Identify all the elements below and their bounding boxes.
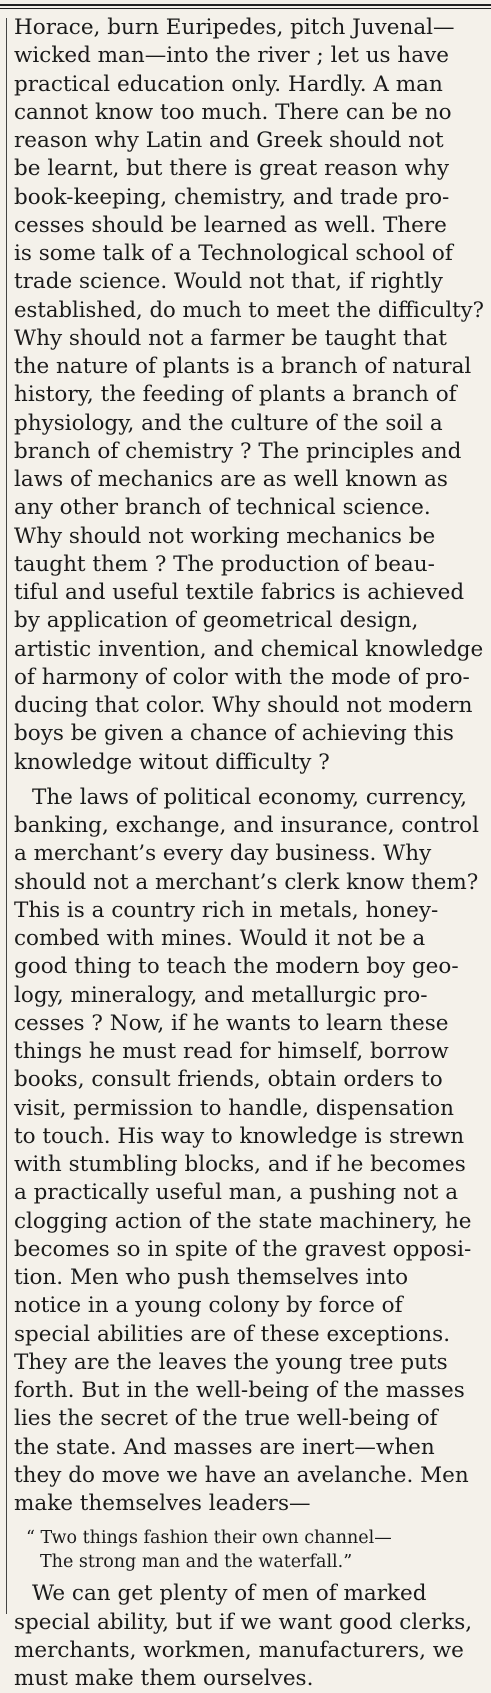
- article-column: [14, 14, 484, 1693]
- text-line: wicked man—into the river ; let us have: [14, 43, 449, 69]
- text-line: they do move we have an avelanche. Men: [14, 1462, 469, 1488]
- text-line: with stumbling blocks, and if he becomes: [14, 1152, 466, 1177]
- text-line: a practically useful man, a pushing not a: [14, 1180, 459, 1206]
- text-line: book-keeping, chemistry, and trade pro-: [14, 184, 450, 210]
- text-line: This is a country rich in metals, honey-: [14, 897, 439, 923]
- text-line: of harmony of color with the mode of pro-: [14, 664, 470, 690]
- text-line: things he must read for himself, borrow: [14, 1039, 449, 1064]
- block-quote: [14, 1526, 484, 1574]
- text-line: must make them ourselves.: [14, 1666, 314, 1691]
- column-rule: [6, 18, 7, 1614]
- text-line: ducing that color. Why should not modern: [14, 693, 473, 718]
- text-line: special abilities are of these exceptions.: [14, 1321, 451, 1347]
- quote-line: The strong man and the waterfall.”: [40, 1552, 353, 1573]
- top-rule-thin: [0, 8, 491, 9]
- text-line: merchants, workmen, manufacturers, we: [14, 1637, 464, 1663]
- text-line: We can get plenty of men of marked: [32, 1581, 427, 1607]
- text-line: combed with mines. Would it not be a: [14, 926, 426, 951]
- text-line: trade science. Would not that, if rightly: [14, 269, 443, 295]
- text-line: tion. Men who push themselves into: [14, 1265, 409, 1290]
- text-line: logy, mineralogy, and metallurgic pro-: [14, 982, 428, 1008]
- text-line: by application of geometrical design,: [14, 608, 419, 634]
- text-line: banking, exchange, and insurance, control: [14, 813, 479, 838]
- text-line: taught them ? The production of beau-: [14, 551, 435, 577]
- text-line: books, consult friends, obtain orders to: [14, 1067, 443, 1093]
- text-line: practical education only. Hardly. A man: [14, 71, 443, 97]
- paragraph-1: [14, 14, 484, 777]
- text-line: notice in a young colony by force of: [14, 1293, 403, 1319]
- text-line: visit, permission to handle, dispensation: [14, 1095, 454, 1121]
- text-line: Horace, burn Euripedes, pitch Juvenal—: [14, 15, 455, 40]
- text-line: lies the secret of the true well-being of: [14, 1406, 438, 1432]
- text-line: cesses should be learned as well. There: [14, 212, 447, 238]
- text-line: tiful and useful textile fabrics is achieved: [14, 580, 465, 605]
- text-line: The laws of political economy, currency,: [32, 784, 468, 810]
- text-line: Why should not working mechanics be: [14, 523, 436, 549]
- text-line: the nature of plants is a branch of natural: [14, 354, 472, 379]
- text-line: make themselves leaders—: [14, 1491, 311, 1516]
- text-line: cannot know too much. There can be no: [14, 99, 452, 125]
- text-line: established, do much to meet the difficulty?: [14, 297, 484, 323]
- text-line: branch of chemistry ? The principles and: [14, 438, 462, 464]
- text-line: boys be given a chance of achieving this: [14, 721, 454, 747]
- paragraph-2: [14, 784, 484, 1519]
- text-line: cesses ? Now, if he wants to learn these: [14, 1010, 449, 1036]
- text-line: reason why Latin and Greek should not: [14, 128, 444, 153]
- paragraph-3: [14, 1580, 484, 1693]
- text-line: special ability, but if we want good clerks,: [14, 1609, 473, 1635]
- text-line: be learnt, but there is great reason why: [14, 156, 449, 182]
- text-line: forth. But in the well-being of the masses: [14, 1378, 465, 1403]
- text-line: laws of mechanics are as well known as: [14, 467, 448, 492]
- text-line: becomes so in spite of the gravest opposi-: [14, 1236, 472, 1262]
- text-line: knowledge witout difficulty ?: [14, 749, 330, 775]
- quote-line: “ Two things fashion their own channel—: [26, 1528, 392, 1549]
- text-line: physiology, and the culture of the soil a: [14, 410, 443, 436]
- text-line: history, the feeding of plants a branch of: [14, 382, 457, 408]
- text-line: Why should not a farmer be taught that: [14, 325, 447, 351]
- text-line: to touch. His way to knowledge is strewn: [14, 1123, 465, 1149]
- text-line: is some talk of a Technological school of: [14, 241, 453, 266]
- text-line: any other branch of technical science.: [14, 495, 431, 521]
- text-line: should not a merchant’s clerk know them?: [14, 869, 479, 895]
- text-line: the state. And masses are inert—when: [14, 1434, 435, 1460]
- top-rule: [0, 4, 491, 6]
- text-line: good thing to teach the modern boy geo-: [14, 954, 459, 980]
- text-line: a merchant’s every day business. Why: [14, 841, 432, 867]
- text-line: They are the leaves the young tree puts: [14, 1349, 448, 1375]
- text-line: clogging action of the state machinery, he: [14, 1208, 472, 1234]
- text-line: artistic invention, and chemical knowledge: [14, 636, 484, 662]
